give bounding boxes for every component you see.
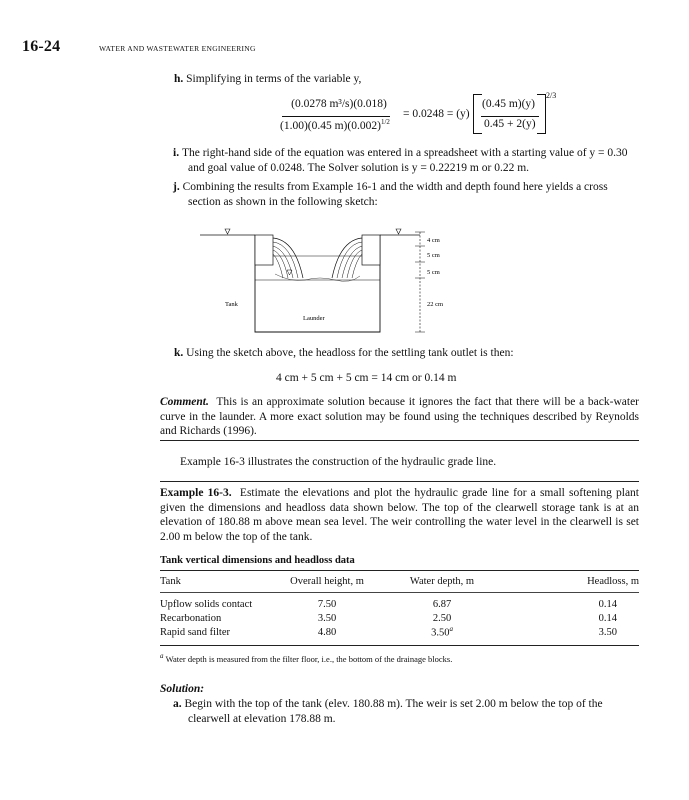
step-i: i. The right-hand side of the equation was entered in a spreadsheet with a starting value of y = 0.30 and goal value of 0.0248. The Solver solution is y = 0.22219 m or 0.22 m. <box>173 147 628 174</box>
table-row: Recarbonation 3.50 2.50 0.14 <box>160 612 617 624</box>
table-caption: Tank vertical dimensions and headloss data <box>160 555 355 566</box>
eq-fraction-bar <box>282 116 390 117</box>
table-row: Rapid sand filter 4.80 3.50$^a$ 3.50 <box>160 625 617 639</box>
eq-den-exponent: 1/2 <box>380 118 390 126</box>
headloss-table <box>160 574 639 588</box>
table-header-rule <box>160 592 639 593</box>
table-bottom-rule <box>160 645 639 646</box>
eq-middle: = 0.0248 = (y) <box>403 108 470 120</box>
dim-label-4cm: 4 cm <box>427 237 440 244</box>
step-h-label: h. <box>174 73 184 85</box>
eq-right-bracket <box>537 94 546 134</box>
table-row: Upflow solids contact 7.50 6.87 0.14 <box>160 598 617 610</box>
solution-step-a: a. Begin with the top of the tank (elev. 180.88 m). The weir is set 2.00 m below the top of the clearwell at elevation 178.88 m. <box>173 698 603 725</box>
step-h-text: Simplifying in terms of the variable y, <box>186 73 362 85</box>
dim-label-22cm: 22 cm <box>427 301 444 308</box>
eq-bracket-bar <box>481 116 539 117</box>
water-level-marker-right <box>396 229 401 234</box>
weir-right <box>362 235 380 265</box>
table-footnote: $^a$ Water depth is measured from the filter floor, i.e., the bottom of the drainage blocks. <box>160 652 453 664</box>
intro-line: Example 16-3 illustrates the construction of the hydraulic grade line. <box>180 456 497 468</box>
weir-left <box>255 235 273 265</box>
running-title: WATER AND WASTEWATER ENGINEERING <box>99 44 256 53</box>
water-level-marker-left <box>225 229 230 234</box>
example-16-3: Example 16-3. Estimate the elevations and plot the hydraulic grade line for a small softening plant given the dimensions and headloss data shown below. The top of the clearwell storage tank is at an elevation of 180.88 m above mean sea level. The weir controlling the water level in the clearwell is set 2.00 m below the top of the tank. <box>160 487 640 543</box>
eq-outer-exponent: 2/3 <box>546 91 557 100</box>
tank-label: Tank <box>225 301 238 308</box>
footnote-mark: a <box>449 625 453 634</box>
cross-section-sketch <box>195 220 475 350</box>
step-h <box>174 72 361 87</box>
solution-label: Solution: <box>160 683 205 695</box>
page-number: 16-24 <box>22 38 61 55</box>
table-header-row: Tank Overall height, m Water depth, m Headloss, m <box>160 575 639 587</box>
eq-bracket-denominator: 0.45 + 2(y) <box>484 118 536 130</box>
eq-numerator: (0.0278 m³/s)(0.018) <box>291 98 387 110</box>
comment: Comment. This is an approximate solution because it ignores the fact that there will be a back-water curve in the launder. A more exact solution may be found using the techniques described by Reynolds and Richards (1996). <box>160 396 639 437</box>
eq-denominator: (1.00)(0.45 $m)(0.002)^{1/2}$ <box>280 118 390 132</box>
dim-label-5cm-b: 5 cm <box>427 269 440 276</box>
step-j: j. Combining the results from Example 16-1 and the width and depth found here yields a cross section as shown in the following sketch: <box>173 181 608 208</box>
headloss-table-body <box>160 597 639 639</box>
step-k-equation: 4 cm + 5 cm + 5 cm = 14 cm or 0.14 m <box>276 372 457 384</box>
eq-bracket-numerator: (0.45 m)(y) <box>482 98 536 110</box>
example-top-rule <box>160 481 639 482</box>
table-top-rule <box>160 570 639 571</box>
comment-rule <box>160 440 639 441</box>
launder-label: Launder <box>303 315 325 322</box>
eq-left-bracket <box>473 94 482 134</box>
step-k: k. Using the sketch above, the headloss for the settling tank outlet is then: <box>174 347 514 359</box>
dim-label-5cm-a: 5 cm <box>427 252 440 259</box>
